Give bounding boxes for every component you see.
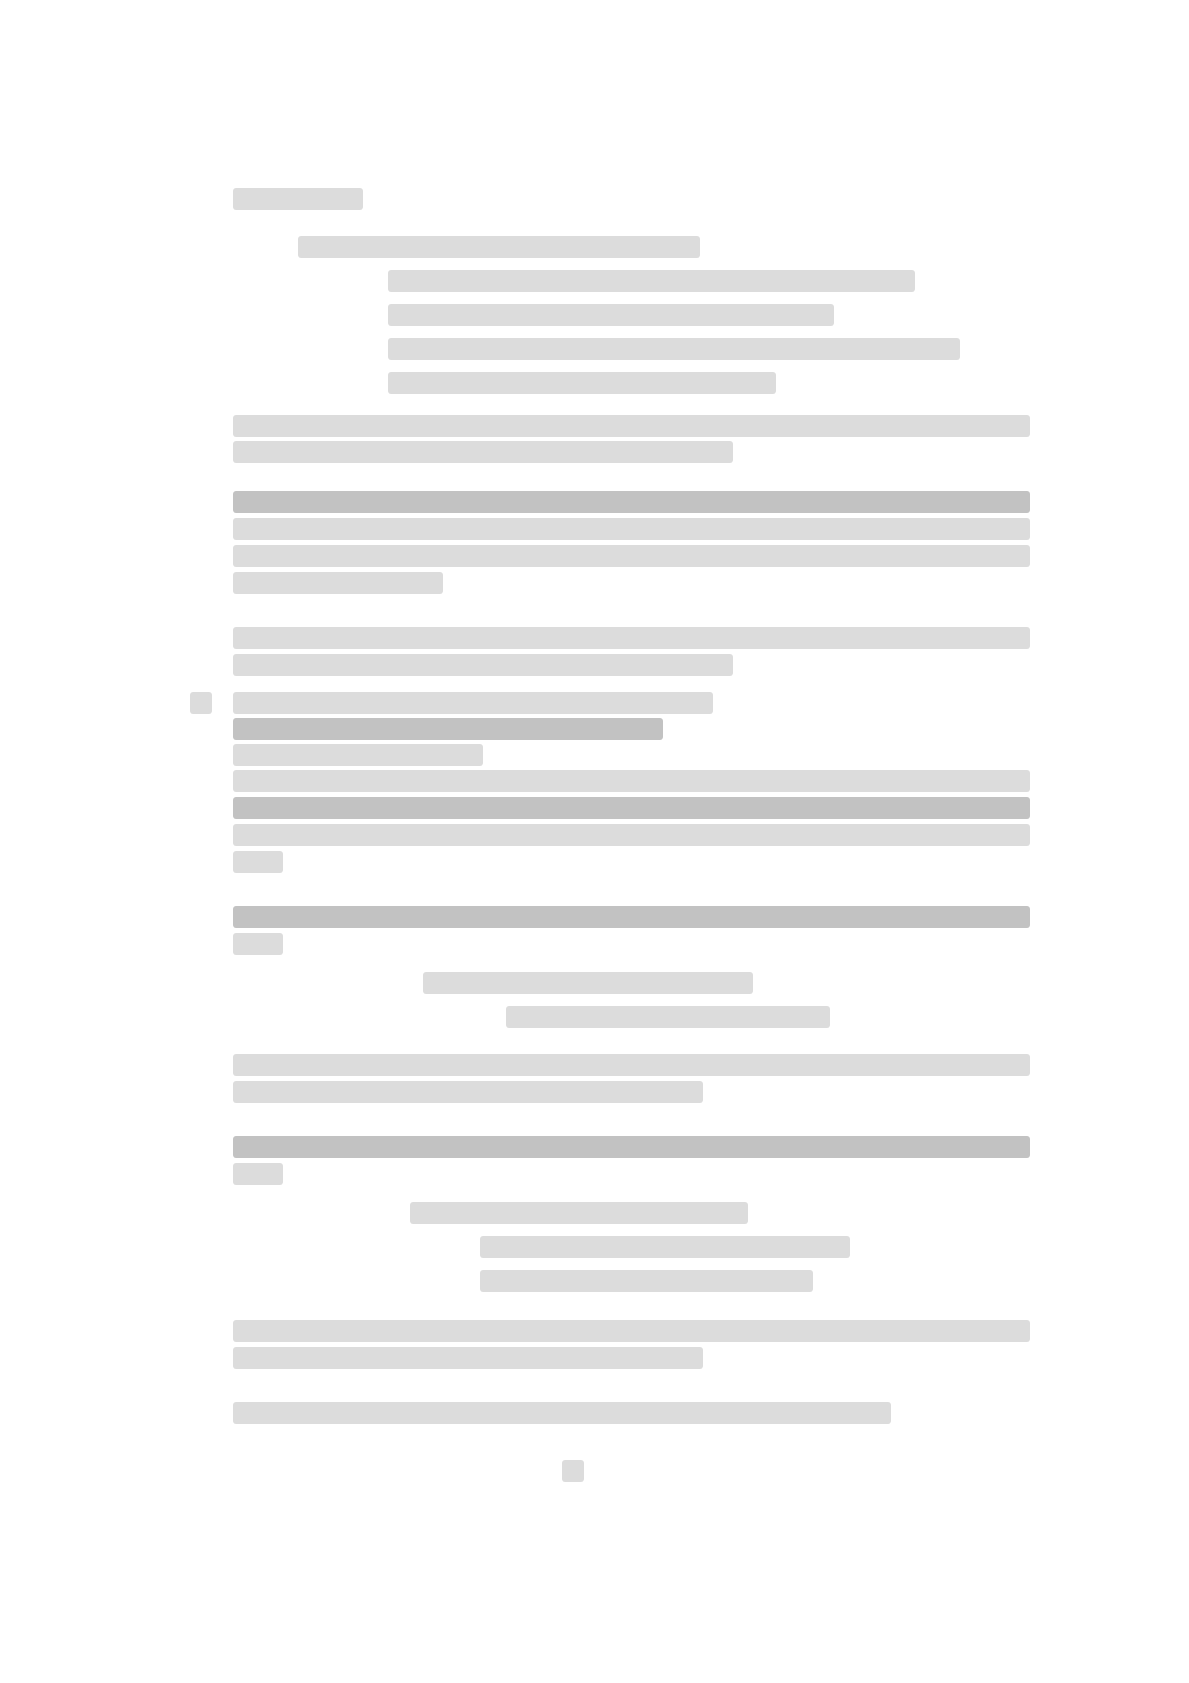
display-row bbox=[410, 1202, 748, 1224]
text-line bbox=[233, 906, 1030, 928]
page-number bbox=[562, 1460, 584, 1482]
text-line bbox=[233, 1054, 1030, 1076]
text-line bbox=[233, 1347, 703, 1369]
text-line bbox=[233, 627, 1030, 649]
text-line bbox=[233, 415, 1030, 437]
text-line bbox=[233, 692, 713, 714]
text-line bbox=[233, 1163, 283, 1185]
text-line bbox=[233, 797, 1030, 819]
text-line bbox=[233, 572, 443, 594]
display-row bbox=[388, 372, 776, 394]
text-line bbox=[233, 933, 283, 955]
text-line bbox=[233, 1136, 1030, 1158]
display-row bbox=[423, 972, 753, 994]
text-line bbox=[233, 545, 1030, 567]
text-line bbox=[233, 491, 1030, 513]
text-line bbox=[233, 718, 663, 740]
display-row bbox=[480, 1270, 813, 1292]
item-number bbox=[190, 692, 212, 714]
text-line bbox=[233, 1320, 1030, 1342]
display-row bbox=[388, 270, 915, 292]
display-row bbox=[506, 1006, 830, 1028]
display-row bbox=[388, 304, 834, 326]
text-line bbox=[233, 770, 1030, 792]
text-line bbox=[233, 824, 1030, 846]
display-row bbox=[480, 1236, 850, 1258]
display-row bbox=[388, 338, 960, 360]
text-line bbox=[233, 851, 283, 873]
text-line bbox=[233, 188, 363, 210]
display-row bbox=[298, 236, 700, 258]
text-line bbox=[233, 744, 483, 766]
text-line bbox=[233, 654, 733, 676]
text-line bbox=[233, 1081, 703, 1103]
text-line bbox=[233, 441, 733, 463]
text-line bbox=[233, 1402, 891, 1424]
text-line bbox=[233, 518, 1030, 540]
